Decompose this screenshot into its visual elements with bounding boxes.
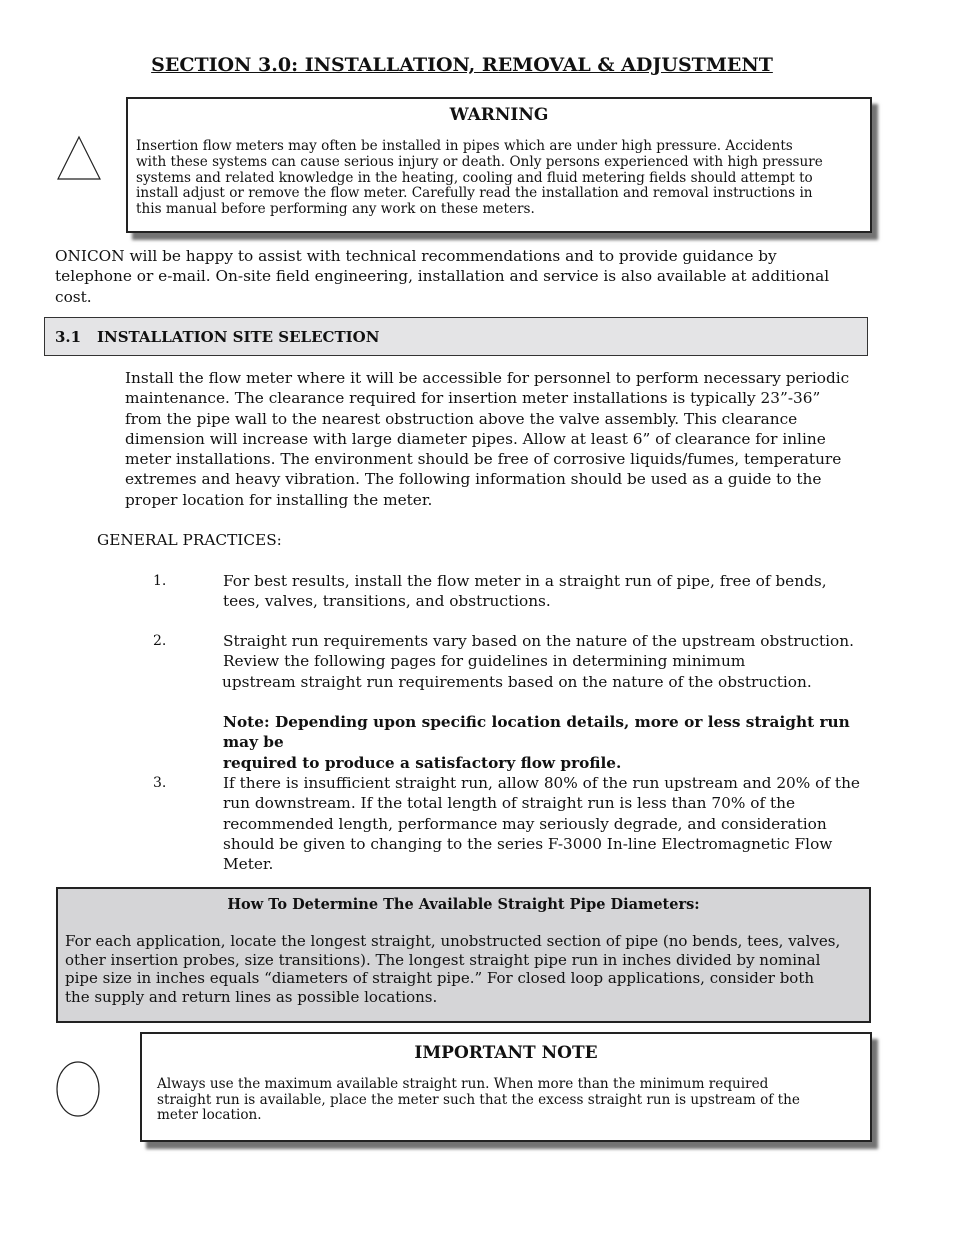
section-title: SECTION 3.0: INSTALLATION, REMOVAL & ADJUSTMENT xyxy=(151,54,773,76)
practice-line: should be given to changing to the series F-3000 In-line Electromagnetic Flow xyxy=(223,834,833,853)
site-line: extremes and heavy vibration. The following information should be used as a guide to the xyxy=(125,470,822,489)
practice-number: 3. xyxy=(153,775,167,791)
site-line: meter installations. The environment should be free of corrosive liquids/fumes, temperature xyxy=(125,450,842,469)
practice-line: Review the following pages for guidelines in determining minimum xyxy=(223,652,746,671)
practice-line: tees, valves, transitions, and obstructions. xyxy=(223,592,551,611)
important-note-title: IMPORTANT NOTE xyxy=(414,1043,598,1063)
diameters-box-title: How To Determine The Available Straight Pipe Diameters: xyxy=(227,896,700,913)
important-line: straight run is available, place the meter such that the excess straight run is upstream of the xyxy=(157,1091,800,1108)
warning-text-line: with these systems can cause serious injury or death. Only persons experienced with high pressure xyxy=(136,153,823,170)
subsection-header xyxy=(44,317,868,356)
practice-note-line: Note: Depending upon specific location details, more or less straight run may be xyxy=(223,713,850,752)
practice-line: Meter. xyxy=(223,855,274,874)
site-line: maintenance. The clearance required for insertion meter installations is typically 23”-36” xyxy=(125,389,821,408)
site-line: Install the flow meter where it will be accessible for personnel to perform necessary periodic xyxy=(125,369,850,387)
site-line: proper location for installing the meter. xyxy=(125,490,433,509)
diameters-line: other insertion probes, size transitions). The longest straight pipe run in inches divided by nominal xyxy=(65,950,821,969)
diameters-line: pipe size in inches equals “diameters of straight pipe.” For closed loop applications, consider both xyxy=(65,969,815,988)
diameters-line: the supply and return lines as possible locations. xyxy=(65,987,438,1006)
intro-paragraph xyxy=(55,246,895,307)
diameters-line: For each application, locate the longest straight, unobstructed section of pipe (no bends, tees, valves, xyxy=(65,932,841,950)
warning-text-line: systems and related knowledge in the heating, cooling and fluid metering fields should attempt to xyxy=(136,169,813,186)
site-selection-paragraph xyxy=(125,368,885,510)
info-oval-icon xyxy=(55,1059,103,1119)
practice-note-line: required to produce a satisfactory flow profile. xyxy=(223,753,622,772)
warning-text-line: this manual before performing any work on these meters. xyxy=(136,201,535,218)
practice-item xyxy=(223,571,871,612)
warning-text-line: install adjust or remove the flow meter. Carefully read the installation and removal instructions in xyxy=(136,185,813,202)
warning-text-line: Insertion flow meters may often be installed in pipes which are under high pressure. Accidents xyxy=(136,138,793,154)
site-line: from the pipe wall to the nearest obstruction above the valve assembly. This clearance xyxy=(125,409,798,428)
general-practices-label: GENERAL PRACTICES: xyxy=(97,531,282,549)
warning-triangle-icon xyxy=(55,134,103,182)
practice-item xyxy=(223,773,871,874)
intro-line: ONICON will be happy to assist with technical recommendations and to provide guidance by xyxy=(55,247,777,265)
intro-line: cost. xyxy=(55,287,92,306)
important-line: Always use the maximum available straight run. When more than the minimum required xyxy=(157,1076,769,1092)
diameters-box xyxy=(56,887,871,1023)
practice-line: upstream straight run requirements based on the nature of the obstruction. xyxy=(222,672,812,691)
practice-number: 1. xyxy=(153,573,167,589)
practice-number: 2. xyxy=(153,633,167,649)
practice-item xyxy=(223,631,871,692)
important-note-box xyxy=(140,1032,872,1142)
site-line: dimension will increase with large diameter pipes. Allow at least 6” of clearance for inline xyxy=(125,429,826,448)
subsection-title: INSTALLATION SITE SELECTION xyxy=(97,328,380,346)
practice-line: recommended length, performance may seriously degrade, and consideration xyxy=(223,814,827,833)
intro-line: telephone or e-mail. On-site field engineering, installation and service is also available at additional xyxy=(55,267,830,286)
practice-line: For best results, install the flow meter in a straight run of pipe, free of bends, xyxy=(223,572,827,590)
warning-box xyxy=(126,97,872,233)
practice-note xyxy=(223,712,871,773)
warning-title: WARNING xyxy=(449,105,549,125)
practice-line: Straight run requirements vary based on the nature of the upstream obstruction. xyxy=(223,632,854,650)
practice-line: If there is insufficient straight run, allow 80% of the run upstream and 20% of the xyxy=(223,774,860,792)
subsection-number: 3.1 xyxy=(55,328,82,346)
important-line: meter location. xyxy=(157,1107,262,1123)
practice-line: run downstream. If the total length of straight run is less than 70% of the xyxy=(223,794,796,813)
